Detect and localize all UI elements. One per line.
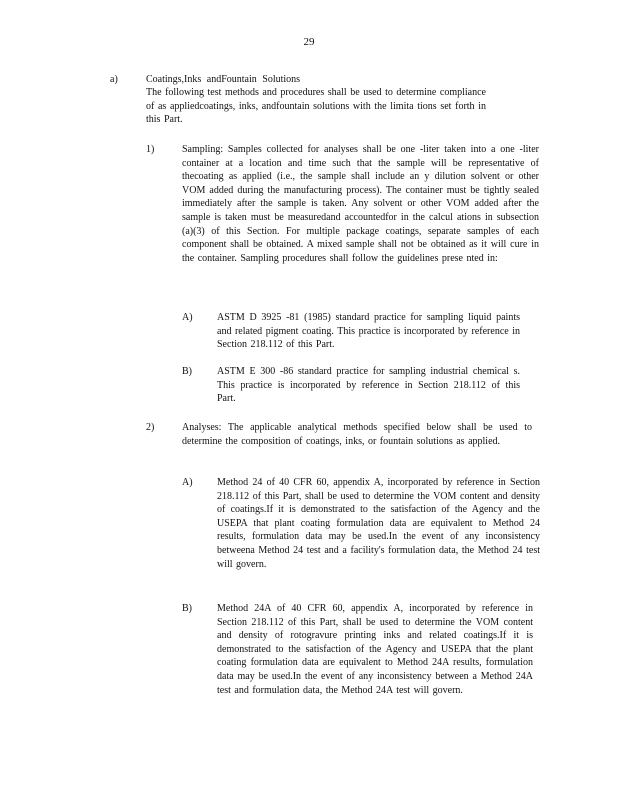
section-a-intro: The following test methods and procedures shall be used to determine compliance of as appliedcoatings, inks, andfountain solutions with the limita tions set forth in this Part. (146, 87, 486, 126)
item-2-sub-a-text: Method 24 of 40 CFR 60, appendix A, incorporated by reference in Section 218.112 of this Part, shall be used to determine the VOM content and density of coatings.If it is demonstrated to the satisfaction of the Agency and the USEPA that plant coating formulation data are equivalent to Method 24 results, formulation data may be used.In the event of any inconsistency betweena Method 24 test and a facility's formulation data, the Method 24 test will govern. (217, 477, 540, 570)
section-a-marker: a) (110, 74, 118, 85)
item-2-sub-b-text: Method 24A of 40 CFR 60, appendix A, incorporated by reference in Section 218.112 of this Part, shall be used to determine the VOM content and density of rotogravure printing inks and related coatings.If it is demonstrated to the satisfaction of the Agency and USEPA that the plant coating formulation data are equivalent to Method 24A results, formulation data may be used.In the event of any inconsistency between a Method 24A test and formulation data, the Method 24A test will govern. (217, 603, 533, 696)
page-number: 29 (303, 36, 315, 48)
item-1-sub-a-marker: A) (182, 312, 193, 323)
item-1-sub-b-text: ASTM E 300 -86 standard practice for sampling industrial chemical s. This practice is incorporated by reference in Section 218.112 of this Part. (217, 366, 520, 405)
item-2-sub-a-marker: A) (182, 477, 193, 488)
item-2-text: Analyses: The applicable analytical methods specified below shall be used to determine the composition of coatings, inks, or fountain solutions as applied. (182, 422, 532, 447)
item-2-marker: 2) (146, 422, 155, 433)
item-1-sub-a-text: ASTM D 3925 -81 (1985) standard practice for sampling liquid paints and related pigment coating. This practice is incorporated by reference in Section 218.112 of this Part. (217, 312, 520, 351)
item-1-text: Sampling: Samples collected for analyses shall be one -liter taken into a one -liter container at a location and time such that the sample will be representative of thecoating as applied (i.e., the sample shall include an y dilution solvent or other VOM added during the manufacturing process). The container must be tightly sealed immediately after the sample is taken. Any solvent or other VOM added after the sample is taken must be measuredand accountedfor in the calcul ations in subsection (a)(3) of this Section. For multiple package coatings, separate samples of each component shall be obtained. A mixed sample shall not be obtained as it will cure in the container. Sampling procedures shall follow the guidelines prese nted in: (182, 144, 539, 264)
item-1-marker: 1) (146, 144, 155, 155)
item-2-sub-b-marker: B) (182, 603, 192, 614)
section-a-heading: Coatings,Inks andFountain Solutions (146, 74, 301, 85)
item-1-sub-b-marker: B) (182, 366, 192, 377)
